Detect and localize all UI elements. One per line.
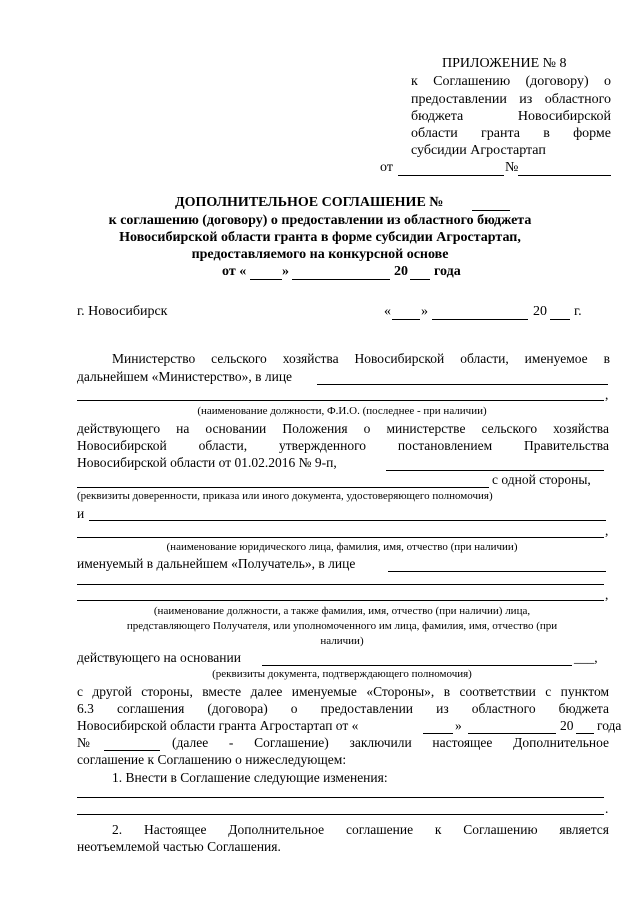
appendix-number-sign: №	[505, 160, 519, 175]
p1-line-2: дальнейшем «Министерство», в лице	[77, 369, 293, 384]
heading-title: ДОПОЛНИТЕЛЬНОЕ СОГЛАШЕНИЕ №	[175, 195, 444, 210]
basis-doc-line	[262, 665, 572, 666]
heading-year-line	[410, 279, 430, 280]
p1-line-5: Новосибирской области, утвержденного постановлением Правительства	[77, 438, 609, 453]
hint-rep-3: наличии)	[320, 635, 364, 647]
p1-power-line	[386, 470, 604, 471]
item-1: 1. Внести в Соглашение следующие изменения:	[112, 770, 388, 785]
place-day-line	[392, 319, 420, 320]
place-date-open: «	[384, 304, 391, 319]
legal-comma: ,	[605, 523, 609, 538]
hint-doc: (реквизиты документа, подтверждающего полномочия)	[212, 668, 472, 680]
appendix-line-5: субсидии Агростартап	[411, 143, 546, 158]
place-year-prefix: 20	[533, 304, 547, 319]
place-month-line	[432, 319, 528, 320]
p1-power-line-2	[77, 487, 489, 488]
p1-representative-line-2	[77, 400, 604, 401]
heading-year-suffix: года	[434, 264, 461, 279]
p1-one-side: с одной стороны,	[492, 472, 591, 487]
recipient-line: именуемый в дальнейшем «Получатель», в лице	[77, 556, 356, 571]
basis-line: действующего на основании	[77, 650, 241, 665]
heading-day-line	[250, 279, 282, 280]
p2-line-3c: 20	[560, 718, 574, 733]
appendix-date-prefix: от	[380, 160, 393, 175]
heading-line-2: к соглашению (договору) о предоставлении из областного бюджета	[108, 213, 532, 228]
item-1-line-1	[77, 797, 604, 798]
item-1-line-2	[77, 814, 604, 815]
heading-year-prefix: 20	[394, 264, 408, 279]
appendix-line-1: к Соглашению (договору) о	[411, 74, 611, 89]
p2-line-5: соглашение к Соглашению о нижеследующем:	[77, 752, 347, 767]
p1-comma: ,	[605, 387, 609, 402]
p2-month-line	[468, 733, 556, 734]
hint-position: (наименование должности, Ф.И.О. (последнее - при наличии)	[197, 405, 487, 417]
hint-power: (реквизиты доверенности, приказа или иного документа, удостоверяющего полномочия)	[77, 490, 493, 502]
heading-date-close: »	[282, 264, 289, 279]
legal-entity-line-2	[77, 537, 604, 538]
heading-line-3: Новосибирской области гранта в форме субсидии Агростартап,	[119, 230, 521, 245]
appendix-date-line	[398, 175, 504, 176]
p2-number-line	[104, 750, 160, 751]
p2-line-2: 6.3 соглашения (договора) о предоставлении из областного бюджета	[77, 701, 609, 716]
p1-line-6: Новосибирской области от 01.02.2016 № 9-п,	[77, 455, 337, 470]
legal-entity-line	[89, 520, 606, 521]
recipient-comma: ,	[605, 587, 609, 602]
item-1-period: .	[605, 801, 609, 816]
item-2-line-1: 2. Настоящее Дополнительное соглашение к Соглашению является	[112, 822, 609, 837]
heading-month-line	[292, 279, 390, 280]
p2-day-line	[423, 733, 453, 734]
appendix-number-line	[518, 175, 611, 176]
hint-rep-2: представляющего Получателя, или уполномоченного им лица, фамилия, имя, отчество (при	[126, 620, 558, 632]
p2-line-3d: года	[597, 718, 622, 733]
p2-year-line	[576, 733, 594, 734]
recipient-rep-line-3	[77, 600, 604, 601]
p1-line-4: действующего на основании Положения о министерстве сельского хозяйства	[77, 421, 609, 436]
item-2-line-2: неотъемлемой частью Соглашения.	[77, 839, 281, 854]
recipient-rep-line	[388, 571, 606, 572]
heading-line-4: предоставляемого на конкурсной основе	[191, 247, 449, 262]
appendix-line-2: предоставлении из областного	[411, 92, 611, 107]
p2-line-4a: №	[77, 735, 90, 750]
basis-tail: ___,	[574, 650, 598, 665]
place-year-suffix: г.	[574, 304, 582, 319]
place-date-close: »	[421, 304, 428, 319]
p2-line-4b: (далее - Соглашение) заключили настоящее Дополнительное	[172, 735, 609, 750]
appendix-line-3: бюджета Новосибирской	[411, 109, 611, 124]
p1-representative-line	[317, 384, 608, 385]
heading-date-prefix: от «	[222, 264, 247, 279]
place-year-line	[550, 319, 570, 320]
p2-line-1: с другой стороны, вместе далее именуемые «Стороны», в соответствии с пунктом	[77, 684, 609, 699]
p2-line-3a: Новосибирской области гранта Агростартап от «	[77, 718, 359, 733]
appendix-line-4: области гранта в форме	[411, 126, 611, 141]
heading-number-line	[472, 210, 510, 211]
recipient-rep-line-2	[77, 584, 604, 585]
place-city: г. Новосибирск	[77, 304, 168, 319]
hint-legal: (наименование юридического лица, фамилия, имя, отчество (при наличии)	[166, 541, 518, 553]
p1-line-1: Министерство сельского хозяйства Новосибирской области, именуемое в	[112, 351, 610, 366]
hint-rep-1: (наименование должности, а также фамилия, имя, отчество (при наличии) лица,	[153, 605, 531, 617]
appendix-title: ПРИЛОЖЕНИЕ № 8	[442, 56, 567, 71]
and-label: и	[77, 506, 85, 521]
p2-line-3b: »	[455, 718, 462, 733]
